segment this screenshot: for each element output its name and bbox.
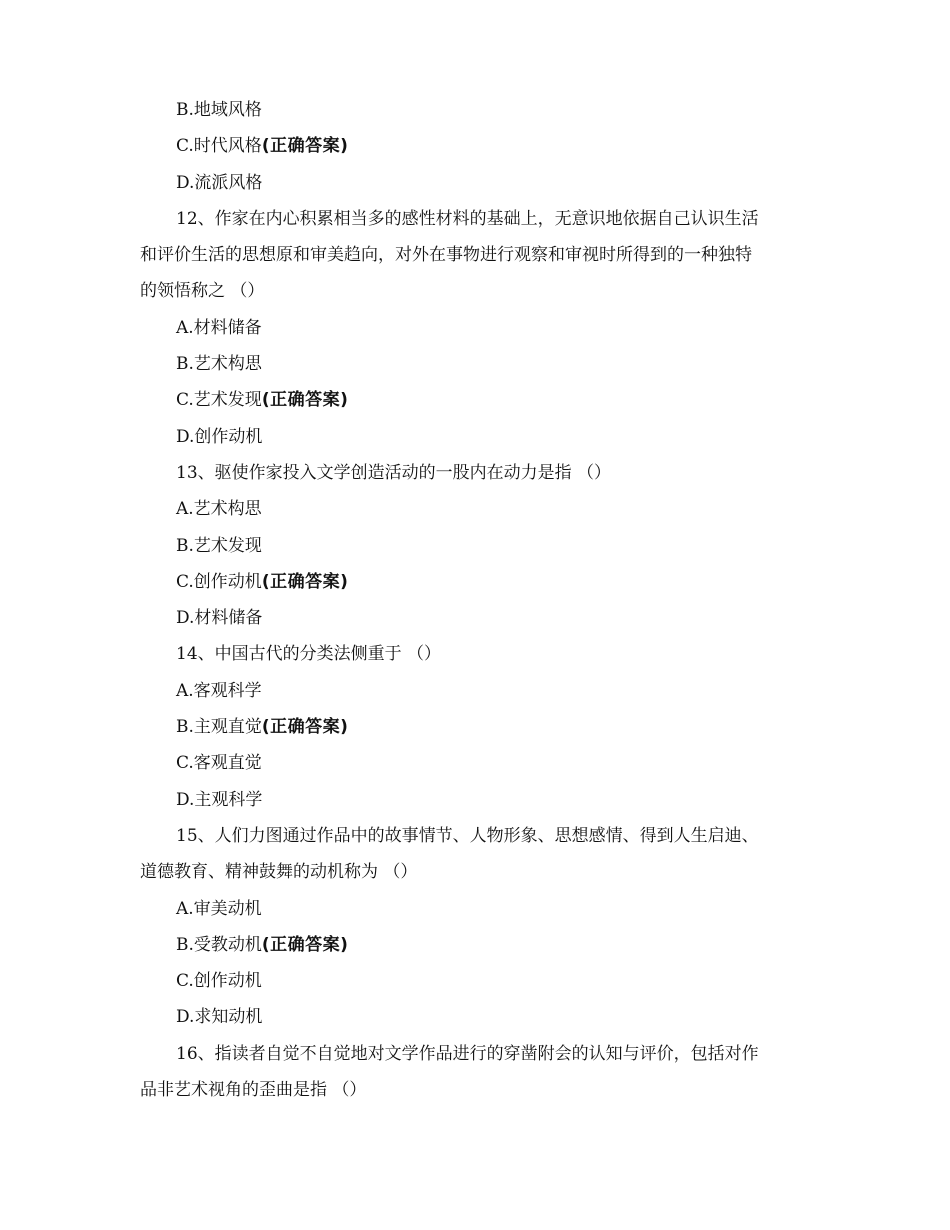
option-text: C.时代风格 [176, 136, 262, 157]
option-line [140, 128, 812, 164]
correct-answer-mark: (正确答案) [261, 136, 349, 157]
option-text: D.流派风格 [176, 172, 263, 193]
option-text: D.材料储备 [176, 608, 263, 629]
option-text: A.客观科学 [176, 680, 262, 701]
option-line [140, 491, 812, 527]
option-text: B.艺术构思 [176, 354, 262, 375]
option-text: D.主观科学 [176, 789, 263, 810]
option-line [140, 346, 812, 382]
option-line [140, 310, 812, 346]
option-line [140, 673, 812, 709]
option-text: B.主观直觉 [176, 717, 262, 738]
option-line [140, 92, 812, 128]
option-text: B.地域风格 [176, 100, 262, 120]
option-line [140, 600, 812, 636]
option-text: D.创作动机 [176, 426, 263, 447]
question-line [140, 455, 812, 491]
option-text: A.审美动机 [176, 898, 262, 919]
text-line [140, 237, 812, 273]
question-list [140, 92, 812, 1108]
option-text: C.客观直觉 [176, 753, 262, 774]
line-text: 13、驱使作家投入文学创造活动的一股内在动力是指 （） [176, 462, 612, 483]
option-line [140, 891, 812, 927]
line-text: 14、中国古代的分类法侧重于 （） [176, 644, 442, 665]
line-text: 品非艺术视角的歪曲是指 （） [140, 1080, 367, 1101]
question-line [140, 1036, 812, 1072]
line-text: 的领悟称之 （） [140, 281, 265, 302]
correct-answer-mark: (正确答案) [261, 571, 349, 592]
option-text: C.创作动机 [176, 571, 262, 592]
option-line [140, 165, 812, 201]
option-text: B.艺术发现 [176, 535, 262, 556]
text-line [140, 273, 812, 309]
option-line [140, 745, 812, 781]
correct-answer-mark: (正确答案) [261, 934, 349, 955]
line-text: 道德教育、精神鼓舞的动机称为 （） [140, 862, 418, 883]
correct-answer-mark: (正确答案) [261, 390, 349, 411]
question-line [140, 636, 812, 672]
option-line [140, 419, 812, 455]
option-text: A.材料储备 [176, 317, 262, 338]
option-line [140, 564, 812, 600]
option-text: C.创作动机 [176, 971, 262, 992]
line-text: 15、人们力图通过作品中的故事情节、人物形象、思想感情、得到人生启迪、 [176, 825, 759, 846]
option-line [140, 528, 812, 564]
option-line [140, 927, 812, 963]
text-line [140, 1072, 812, 1108]
option-line [140, 963, 812, 999]
option-text: D.求知动机 [176, 1007, 263, 1028]
option-line [140, 382, 812, 418]
option-text: C.艺术发现 [176, 390, 262, 411]
option-line [140, 782, 812, 818]
question-line [140, 818, 812, 854]
option-text: B.受教动机 [176, 934, 262, 955]
option-line [140, 999, 812, 1035]
text-line [140, 854, 812, 890]
line-text: 和评价生活的思想原和审美趋向，对外在事物进行观察和审视时所得到的一种独特 [140, 245, 752, 266]
line-text: 12、作家在内心积累相当多的感性材料的基础上，无意识地依据自己认识生活 [176, 208, 759, 229]
line-text: 16、指读者自觉不自觉地对文学作品进行的穿凿附会的认知与评价，包括对作 [176, 1043, 759, 1064]
option-line [140, 709, 812, 745]
option-text: A.艺术构思 [176, 499, 262, 520]
question-line [140, 201, 812, 237]
correct-answer-mark: (正确答案) [261, 717, 349, 738]
